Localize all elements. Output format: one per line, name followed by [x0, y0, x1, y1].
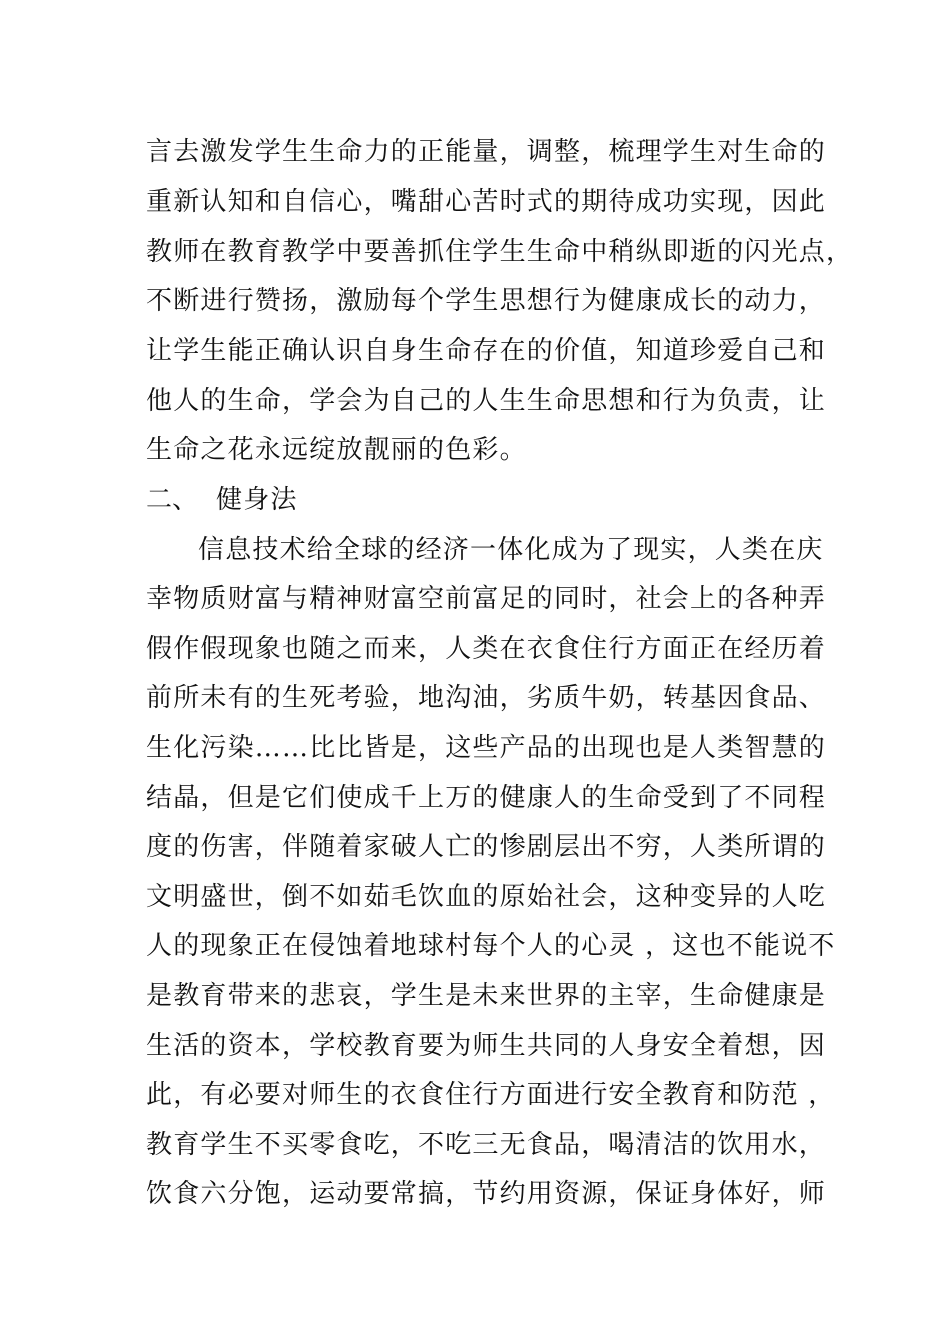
paragraph-line: 言去激发学生生命力的正能量，调整，梳理学生对生命的: [146, 137, 827, 167]
paragraph-line: 度的伤害，伴随着家破人亡的惨剧层出不穷，人类所谓的: [146, 832, 827, 862]
paragraph-line: 他人的生命，学会为自己的人生生命思想和行为负责，让: [146, 386, 827, 416]
paragraph-line: 重新认知和自信心，嘴甜心苦时式的期待成功实现，因此: [146, 187, 827, 217]
paragraph-line: 此，有必要对师生的衣食住行方面进行安全教育和防范 ，: [146, 1080, 836, 1110]
paragraph-line: 是教育带来的悲哀，学生是未来世界的主宰，生命健康是: [146, 981, 827, 1011]
paragraph-line: 不断进行赞扬，激励每个学生思想行为健康成长的动力，: [146, 286, 827, 316]
paragraph-line: 教师在教育教学中要善抓住学生生命中稍纵即逝的闪光点，: [146, 237, 854, 267]
paragraph-line: 结晶，但是它们使成千上万的健康人的生命受到了不同程: [146, 783, 827, 813]
paragraph-line: 生命之花永远绽放靓丽的色彩。: [146, 435, 527, 465]
paragraph-line: 教育学生不买零食吃，不吃三无食品，喝清洁的饮用水，: [146, 1130, 827, 1160]
paragraph-line: 假作假现象也随之而来，人类在衣食住行方面正在经历着: [146, 634, 827, 664]
paragraph-line: 信息技术给全球的经济一体化成为了现实，人类在庆: [198, 535, 824, 565]
section-title: 健身法: [216, 485, 298, 515]
section-number: 二、: [146, 485, 199, 515]
paragraph-line: 生活的资本，学校教育要为师生共同的人身安全着想，因: [146, 1031, 827, 1061]
section-heading: [146, 484, 298, 516]
paragraph-line: 饮食六分饱，运动要常搞，节约用资源，保证身体好，师: [146, 1179, 827, 1209]
paragraph-line: 让学生能正确认识自身生命存在的价值，知道珍爱自己和: [146, 336, 827, 366]
paragraph-line: 幸物质财富与精神财富空前富足的同时，社会上的各种弄: [146, 584, 827, 614]
paragraph-line: 文明盛世，倒不如茹毛饮血的原始社会，这种变异的人吃: [146, 882, 827, 912]
paragraph-line: 人的现象正在侵蚀着地球村每个人的心灵 ，这也不能说不: [146, 931, 836, 961]
paragraph-line: 前所未有的生死考验，地沟油，劣质牛奶，转基因食品、: [146, 683, 827, 713]
paragraph-line: 生化污染……比比皆是，这些产品的出现也是人类智慧的: [146, 733, 827, 763]
